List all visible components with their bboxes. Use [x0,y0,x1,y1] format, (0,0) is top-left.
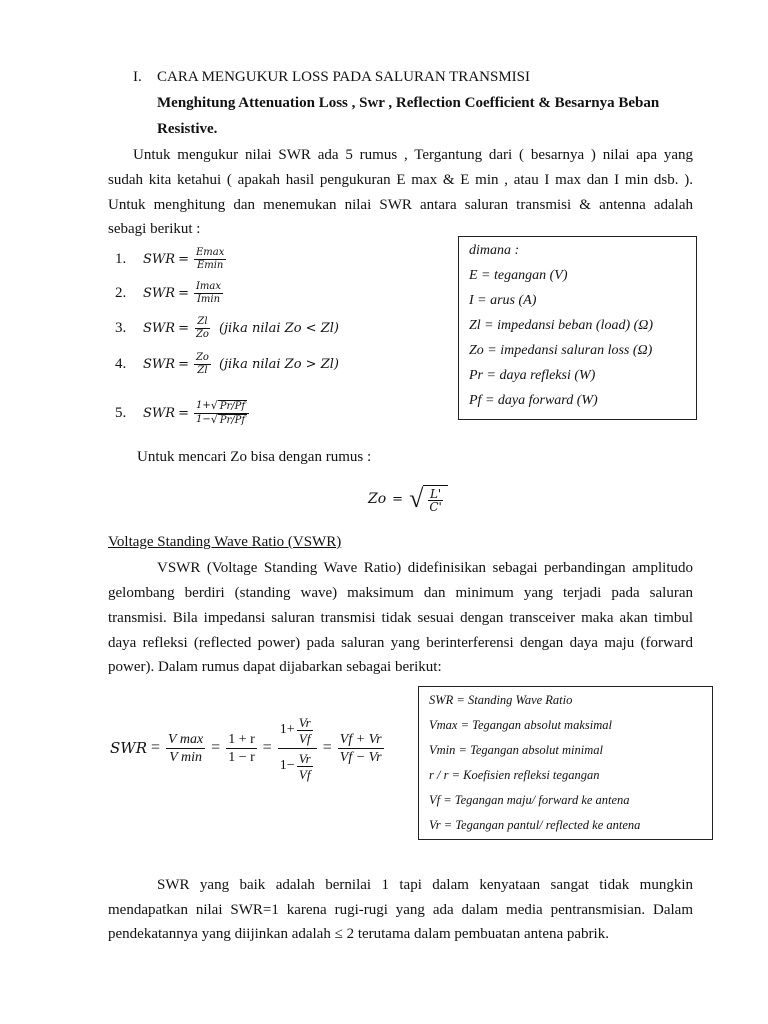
sqrt-content [423,485,447,513]
equals-sign: = [178,285,189,301]
denominator: Emin [196,259,224,271]
intro-line: Untuk menghitung dan menemukan nilai SWR antara saluran transmisi & antenna adalah [108,197,693,213]
pr: Pr [219,400,232,412]
vswr-legend-box [418,686,713,840]
legend-item: Pr = daya refleksi (W) [469,368,596,383]
numerator: Vf + Vr [339,731,382,747]
conclusion-line: mendapatkan nilai SWR=1 karena rugi-rugi yang ada dalam media pentransmisian. Dalam [108,902,693,918]
fraction [226,731,257,766]
formula-number: 4. [115,355,127,372]
equals-sign: = [178,251,189,267]
condition: (jika nilai Zo < Zl) [218,320,339,336]
sqrt-content: Pr/Pf [219,414,246,426]
numerator [278,715,317,749]
condition: (jika nilai Zo > Zl) [218,356,339,372]
legend-item: Vr = Tegangan pantul/ reflected ke antena [429,818,641,832]
denominator: C' [429,500,442,514]
pf: Pf [234,400,246,412]
vswr-paragraph-line: VSWR (Voltage Standing Wave Ratio) didefinisikan sebagai perbandingan amplitudo [157,560,693,576]
denominator [278,749,317,782]
fraction [194,352,211,377]
legend-item: E = tegangan (V) [469,268,568,283]
formula-number: 1. [115,250,127,267]
swr-symbol: SWR [110,739,147,757]
legend-item: SWR = Standing Wave Ratio [429,693,573,707]
swr-symbol: SWR [143,356,176,372]
numerator: Emax [195,246,225,258]
intro-line: sebagi berikut : [108,221,201,237]
equals-sign: = [178,320,189,336]
legend-item: Vf = Tegangan maju/ forward ke antena [429,793,630,807]
swr-symbol: SWR [143,285,176,301]
fraction [194,400,249,427]
one-plus: 1+ [195,400,211,411]
denominator: Vf − Vr [339,749,382,765]
denominator: Vf [298,766,311,782]
intro-line: sudah kita ketahui ( apakah hasil pengukuran E max & E min , atau I max dan I min dsb. ). [108,172,693,188]
fraction [297,715,313,746]
numerator: 1 + r [228,731,255,747]
legend-box [458,236,697,420]
formula-number: 5. [115,404,127,421]
formula-4 [115,349,339,379]
fraction [338,731,384,766]
vswr-formula: SWR = $\frac{\text{V max}}{\text{V min}}$ = $\frac{1 + r}{1 - r}$ = 1+ $\frac{Vr}{Vf}$ 1− $\frac{Vr}{Vf}$ = $\frac{Vf + Vr}{Vf - Vr}$ [110,714,382,782]
one-minus: 1− [195,414,211,425]
fraction [194,316,211,341]
formula-5 [115,390,251,436]
one-minus: 1− [279,758,295,773]
swr-symbol: SWR [143,405,176,421]
denominator: V min [169,749,202,765]
vswr-paragraph-line: gelombang berdiri (standing wave) maksimum dan minimum yang terjadi pada saluran [108,585,693,601]
legend-item: Vmin = Tegangan absolut minimal [429,743,603,757]
denominator: Zl [197,364,208,376]
legend-item: I = arus (A) [469,293,537,308]
numerator: V max [168,731,204,747]
sqrt-icon: √ [210,399,218,412]
fraction [166,731,205,766]
legend-item: Vmax = Tegangan absolut maksimal [429,718,612,732]
denominator: Vf [298,730,311,746]
numerator: Vr [298,750,311,766]
numerator: Vr [298,714,311,730]
legend-item: Zo = impedansi saluran loss (Ω) [469,343,653,358]
pr: Pr [219,414,232,426]
numerator: Imax [195,280,222,292]
sqrt-icon: √ [409,484,424,513]
section-subtitle-cont: Resistive. [157,121,218,137]
equals-sign: = [178,405,189,421]
intro-line: Untuk mengukur nilai SWR ada 5 rumus , Tergantung dari ( besarnya ) nilai apa yang [133,147,693,163]
vswr-paragraph-line: transmisi. Bila impedansi saluran transmisi tidak sesuai dengan transceiver maka akan timbul [108,610,693,626]
equals-sign: = [178,356,189,372]
legend-title: dimana : [469,243,520,258]
formula-3 [115,313,339,343]
numerator [194,400,249,414]
formula-1 [115,244,228,274]
one-plus: 1+ [279,722,295,737]
denominator [194,414,249,427]
formula-number: 2. [115,284,127,301]
section-subtitle: Menghitung Attenuation Loss , Swr , Reflection Coefficient & Besarnya Beban [157,95,660,111]
conclusion-line: pendekatannya yang diijinkan adalah ≤ 2 terutama dalam pembuatan antena pabrik. [108,926,609,942]
pf: Pf [234,414,246,426]
fraction [194,247,226,272]
denominator: Imin [196,293,221,305]
swr-symbol: SWR [143,320,176,336]
denominator: 1 − r [228,749,255,765]
vswr-heading: Voltage Standing Wave Ratio (VSWR) [108,534,342,550]
fraction [278,715,317,782]
zo-symbol: Zo [368,491,387,507]
swr-symbol: SWR [143,251,176,267]
legend-item: Zl = impedansi beban (load) (Ω) [469,318,654,333]
sqrt-content: Pr/Pf [219,400,246,412]
fraction [194,281,223,306]
numerator: Zl [197,315,208,327]
conclusion-line: SWR yang baik adalah bernilai 1 tapi dalam kenyataan sangat tidak mungkin [157,877,693,893]
section-title: CARA MENGUKUR LOSS PADA SALURAN TRANSMISI [157,69,530,85]
section-number: I. [133,69,142,85]
denominator: Zo [195,328,209,340]
vswr-paragraph-line: daya refleksi (reflected power) pada saluran yang berinterferensi dengan daya maju (forward [108,635,693,651]
zo-intro: Untuk mencari Zo bisa dengan rumus : [137,449,372,465]
numerator: Zo [195,351,209,363]
sqrt-icon: √ [210,413,218,426]
legend-item: Pf = daya forward (W) [469,393,598,408]
legend-item: r / r = Koefisien refleksi tegangan [429,768,600,782]
zo-formula [368,474,448,524]
equals-sign: = [392,491,404,507]
numerator: L' [429,487,442,501]
fraction [427,488,443,513]
vswr-paragraph-line: power). Dalam rumus dapat dijabarkan sebagai berikut: [108,659,442,675]
fraction [297,751,313,782]
formula-2 [115,278,225,308]
formula-number: 3. [115,319,127,336]
